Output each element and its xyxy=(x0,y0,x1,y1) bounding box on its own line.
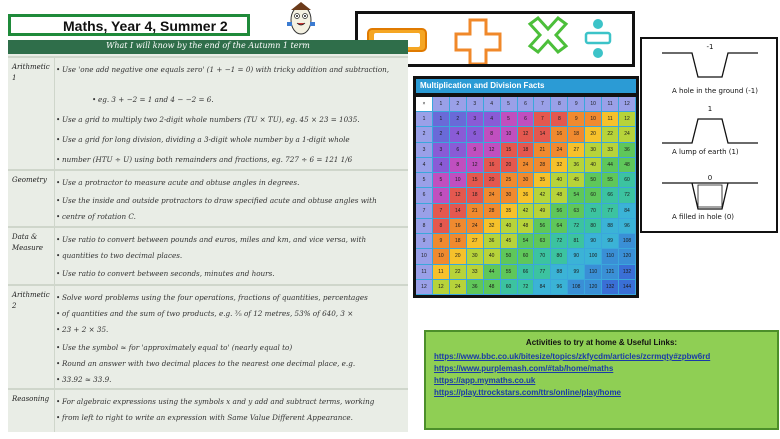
grid-product-cell: 77 xyxy=(534,265,550,279)
bullet-cont: • 23 + 2 × 35. xyxy=(62,324,400,335)
grid-product-cell: 40 xyxy=(585,158,601,172)
bullet: • Use the symbol ≈ for 'approximately equal to' (nearly equal to) xyxy=(62,342,400,353)
grid-product-cell: 120 xyxy=(619,249,635,263)
grid-product-cell: 24 xyxy=(450,280,466,294)
grid-header-cell: 6 xyxy=(518,97,534,111)
bullet-cont: • quantities to two decimal places. xyxy=(62,250,400,261)
grid-header-cell: 7 xyxy=(534,97,550,111)
grid-product-cell: 70 xyxy=(585,204,601,218)
grid-product-cell: 15 xyxy=(501,143,517,157)
grid-product-cell: 6 xyxy=(433,188,449,202)
grid-product-cell: 40 xyxy=(501,219,517,233)
grid-product-cell: 96 xyxy=(551,280,567,294)
grid-product-cell: 72 xyxy=(568,219,584,233)
grid-header-cell: 9 xyxy=(568,97,584,111)
grid-product-cell: 64 xyxy=(551,219,567,233)
grid-product-cell: 8 xyxy=(551,112,567,126)
grid-product-cell: 2 xyxy=(450,112,466,126)
grid-product-cell: 24 xyxy=(619,127,635,141)
grid-product-cell: 7 xyxy=(433,204,449,218)
grid-product-cell: 42 xyxy=(534,188,550,202)
grid-product-cell: 30 xyxy=(467,249,483,263)
grid-product-cell: 12 xyxy=(467,158,483,172)
plus-icon xyxy=(456,20,500,64)
grid-product-cell: 121 xyxy=(602,265,618,279)
grid-product-cell: 32 xyxy=(484,219,500,233)
grid-product-cell: 12 xyxy=(619,112,635,126)
grid-product-cell: 12 xyxy=(433,280,449,294)
bullet-cont: • centre of rotation C. xyxy=(62,211,400,222)
grid-product-cell: 63 xyxy=(534,234,550,248)
grid-product-cell: 22 xyxy=(602,127,618,141)
grid-product-cell: 6 xyxy=(450,143,466,157)
bullet: • Use a grid to multiply two 2-digit whole numbers (TU × TU), eg. 45 × 23 = 1035. xyxy=(62,114,400,125)
links-box xyxy=(424,330,779,430)
bullet-cont: • eg. 3 + −2 = 1 and 4 − −2 = 6. xyxy=(98,94,398,105)
grid-product-cell: 60 xyxy=(619,173,635,187)
bullet: • Use ratio to convert between seconds, minutes and hours. xyxy=(62,268,400,279)
grid-product-cell: 9 xyxy=(467,143,483,157)
grid-product-cell: 48 xyxy=(518,219,534,233)
bullet: • Use a protractor to measure acute and obtuse angles in degrees. xyxy=(62,177,400,188)
grid-product-cell: 18 xyxy=(518,143,534,157)
grid-product-cell: 24 xyxy=(467,219,483,233)
divide-icon xyxy=(586,19,610,58)
grid-header-cell: 2 xyxy=(450,97,466,111)
grid-product-cell: 110 xyxy=(585,265,601,279)
grid-product-cell: 11 xyxy=(602,112,618,126)
grid-product-cell: 40 xyxy=(551,173,567,187)
title-box xyxy=(8,14,250,36)
grid-product-cell: 6 xyxy=(518,112,534,126)
grid-header-cell: 3 xyxy=(416,143,432,157)
row-arithmetic-1 xyxy=(8,56,408,169)
grid-product-cell: 21 xyxy=(534,143,550,157)
grid-product-cell: 5 xyxy=(501,112,517,126)
bullet: • Use the inside and outside protractors to draw specified acute and obtuse angles with xyxy=(62,195,400,206)
grid-product-cell: 16 xyxy=(484,158,500,172)
grid-product-cell: 10 xyxy=(585,112,601,126)
grid-product-cell: 99 xyxy=(602,234,618,248)
grid-header-cell: 7 xyxy=(416,204,432,218)
grid-product-cell: 12 xyxy=(518,127,534,141)
grid-product-cell: 28 xyxy=(484,204,500,218)
grid-header-cell: 4 xyxy=(484,97,500,111)
multiplication-grid xyxy=(413,76,639,298)
grid-product-cell: 10 xyxy=(433,249,449,263)
grid-product-cell: 36 xyxy=(484,234,500,248)
page-title: Maths, Year 4, Summer 2 xyxy=(63,18,228,34)
grid-product-cell: 3 xyxy=(467,112,483,126)
grid-product-cell: 132 xyxy=(619,265,635,279)
grid-header-cell: 6 xyxy=(416,188,432,202)
grid-product-cell: 99 xyxy=(568,265,584,279)
grid-product-cell: 33 xyxy=(467,265,483,279)
row-label: Geometry xyxy=(12,176,47,184)
grid-product-cell: 55 xyxy=(602,173,618,187)
grid-product-cell: 30 xyxy=(518,173,534,187)
grid-title: Multiplication and Division Facts xyxy=(416,79,636,93)
grid-product-cell: 18 xyxy=(568,127,584,141)
grid-product-cell: 33 xyxy=(602,143,618,157)
bullet: • Use 'one add negative one equals zero' (1 + −1 = 0) with tricky addition and subtraction, xyxy=(62,64,400,75)
grid-product-cell: 50 xyxy=(585,173,601,187)
grid-product-cell: 54 xyxy=(518,234,534,248)
grid-product-cell: 48 xyxy=(551,188,567,202)
grid-product-cell: 55 xyxy=(501,265,517,279)
grid-product-cell: 18 xyxy=(467,188,483,202)
grid-header-cell: 9 xyxy=(416,234,432,248)
grid-product-cell: 18 xyxy=(450,234,466,248)
grid-product-cell: 11 xyxy=(433,265,449,279)
grid-product-cell: 49 xyxy=(534,204,550,218)
grid-product-cell: 72 xyxy=(518,280,534,294)
grid-header-cell: 8 xyxy=(551,97,567,111)
grid-product-cell: 80 xyxy=(585,219,601,233)
row-reasoning xyxy=(8,388,408,432)
grid-product-cell: 120 xyxy=(585,280,601,294)
row-geometry xyxy=(8,169,408,226)
mascot-icon xyxy=(282,0,320,36)
multiply-icon xyxy=(530,18,566,52)
grid-product-cell: 56 xyxy=(534,219,550,233)
grid-product-cell: 108 xyxy=(568,280,584,294)
grid-product-cell: 63 xyxy=(568,204,584,218)
grid-product-cell: 3 xyxy=(433,143,449,157)
row-label: Arithmetic 1 xyxy=(12,63,50,82)
grid-header-cell: 1 xyxy=(416,112,432,126)
grid-product-cell: 20 xyxy=(484,173,500,187)
link-bbc[interactable]: https://www.bbc.co.uk/bitesize/topics/zkfycdm/articles/zcrmqty#zpbw6rd xyxy=(434,352,711,361)
grid-product-cell: 88 xyxy=(551,265,567,279)
lump-shape xyxy=(662,105,758,143)
grid-header-cell: 4 xyxy=(416,158,432,172)
bullet: • Use a grid for long division, dividing a 3-digit whole number by a 1-digit whole xyxy=(62,134,400,145)
grid-product-cell: 48 xyxy=(619,158,635,172)
grid-product-cell: 36 xyxy=(619,143,635,157)
grid-product-cell: 36 xyxy=(518,188,534,202)
grid-product-cell: 15 xyxy=(467,173,483,187)
grid-product-cell: 45 xyxy=(501,234,517,248)
grid-product-cell: 60 xyxy=(518,249,534,263)
grid-product-cell: 16 xyxy=(551,127,567,141)
grid-product-cell: 132 xyxy=(602,280,618,294)
grid-product-cell: 54 xyxy=(568,188,584,202)
grid-header-cell: 11 xyxy=(416,265,432,279)
grid-product-cell: 90 xyxy=(585,234,601,248)
grid-product-cell: 2 xyxy=(433,127,449,141)
svg-text:-1: -1 xyxy=(706,43,714,51)
bullet: • number (HTU ÷ U) using both remainders and fractions, eg. 727 ÷ 6 = 121 1/6 xyxy=(62,154,400,165)
grid-product-cell: 84 xyxy=(619,204,635,218)
grid-product-cell: 20 xyxy=(450,249,466,263)
bullet: • For algebraic expressions using the symbols x and y add and subtract terms, working xyxy=(62,396,400,407)
grid-header-cell: 10 xyxy=(416,249,432,263)
grid-product-cell: 70 xyxy=(534,249,550,263)
grid-product-cell: 28 xyxy=(534,158,550,172)
grid-product-cell: 24 xyxy=(551,143,567,157)
grid-product-cell: 30 xyxy=(501,188,517,202)
grid-header-cell: 5 xyxy=(416,173,432,187)
svg-text:1: 1 xyxy=(707,105,713,113)
row-label: Arithmetic 2 xyxy=(12,291,50,310)
grid-product-cell: 77 xyxy=(602,204,618,218)
grid-product-cell: 14 xyxy=(534,127,550,141)
grid-product-cell: 16 xyxy=(450,219,466,233)
grid-product-cell: 66 xyxy=(518,265,534,279)
grid-product-cell: 100 xyxy=(585,249,601,263)
grid-header-cell: 2 xyxy=(416,127,432,141)
grid-product-cell: 5 xyxy=(433,173,449,187)
grid-product-cell: 44 xyxy=(602,158,618,172)
grid-header-cell: 10 xyxy=(585,97,601,111)
bullet: • Use ratio to convert between pounds and euros, miles and km, and vice versa, with xyxy=(62,234,400,245)
row-arithmetic-2 xyxy=(8,284,408,388)
bullet: • Round an answer with two decimal places to the nearest one decimal place, e.g. xyxy=(62,358,400,369)
hole-shape xyxy=(662,43,758,77)
grid-header-cell: 12 xyxy=(416,280,432,294)
panel-header xyxy=(8,40,408,54)
grid-product-cell: 9 xyxy=(433,234,449,248)
grid-product-cell: 27 xyxy=(467,234,483,248)
grid-product-cell: 8 xyxy=(450,158,466,172)
grid-product-cell: 50 xyxy=(501,249,517,263)
row-label: Reasoning xyxy=(12,395,50,403)
grid-product-cell: 24 xyxy=(484,188,500,202)
grid-product-cell: 12 xyxy=(484,143,500,157)
grid-product-cell: 35 xyxy=(534,173,550,187)
grid-product-cell: 4 xyxy=(484,112,500,126)
grid-product-cell: 66 xyxy=(602,188,618,202)
link-ttrockstars[interactable]: https://play.ttrockstars.com/ttrs/online/play/home xyxy=(434,388,621,397)
grid-header-cell: × xyxy=(416,97,432,111)
grid-product-cell: 14 xyxy=(450,204,466,218)
row-data-measure xyxy=(8,226,408,284)
grid-cells xyxy=(416,97,636,295)
lump-caption: A lump of earth (1) xyxy=(672,148,739,156)
grid-product-cell: 4 xyxy=(450,127,466,141)
holes-diagram xyxy=(640,37,778,233)
panel-header-text: What I will know by the end of the Autumn 1 term xyxy=(106,41,310,50)
grid-product-cell: 72 xyxy=(551,234,567,248)
grid-header-cell: 5 xyxy=(501,97,517,111)
grid-product-cell: 40 xyxy=(484,249,500,263)
grid-product-cell: 90 xyxy=(568,249,584,263)
grid-product-cell: 44 xyxy=(484,265,500,279)
grid-header-cell: 1 xyxy=(433,97,449,111)
grid-product-cell: 56 xyxy=(551,204,567,218)
grid-product-cell: 60 xyxy=(501,280,517,294)
bullet: • Solve word problems using the four operations, fractions of quantities, percentages xyxy=(62,292,400,303)
row-label: Data & Measure xyxy=(12,233,44,252)
grid-product-cell: 12 xyxy=(450,188,466,202)
grid-product-cell: 36 xyxy=(467,280,483,294)
grid-product-cell: 110 xyxy=(602,249,618,263)
bullet-cont: • from left to right to write an expression with Same Value Different Appearance. xyxy=(62,412,400,423)
grid-product-cell: 8 xyxy=(433,219,449,233)
grid-product-cell: 81 xyxy=(568,234,584,248)
grid-product-cell: 84 xyxy=(534,280,550,294)
grid-product-cell: 72 xyxy=(619,188,635,202)
link-purplemash[interactable]: https://www.purplemash.com/#tab/home/maths xyxy=(434,364,614,373)
svg-text:0: 0 xyxy=(707,174,713,182)
grid-product-cell: 96 xyxy=(619,219,635,233)
bullet-cont: • 33.92 ≈ 33.9. xyxy=(62,374,400,385)
grid-product-cell: 10 xyxy=(450,173,466,187)
grid-product-cell: 25 xyxy=(501,173,517,187)
grid-product-cell: 9 xyxy=(568,112,584,126)
grid-product-cell: 108 xyxy=(619,234,635,248)
grid-product-cell: 20 xyxy=(501,158,517,172)
grid-product-cell: 144 xyxy=(619,280,635,294)
grid-header-cell: 11 xyxy=(602,97,618,111)
hole-caption: A hole in the ground (-1) xyxy=(672,87,758,95)
grid-product-cell: 48 xyxy=(484,280,500,294)
filled-hole-caption: A filled in hole (0) xyxy=(672,213,735,221)
link-mymaths[interactable]: https://app.mymaths.co.uk xyxy=(434,376,536,385)
bullet-cont: • of quantities and the sum of two products, e.g. ⅗ of 12 metres, 53% of 640, 3 × xyxy=(62,308,400,319)
grid-product-cell: 80 xyxy=(551,249,567,263)
grid-product-cell: 30 xyxy=(585,143,601,157)
grid-product-cell: 10 xyxy=(501,127,517,141)
grid-header-cell: 8 xyxy=(416,219,432,233)
grid-product-cell: 8 xyxy=(484,127,500,141)
grid-product-cell: 24 xyxy=(518,158,534,172)
grid-product-cell: 88 xyxy=(602,219,618,233)
grid-header-cell: 12 xyxy=(619,97,635,111)
grid-product-cell: 4 xyxy=(433,158,449,172)
grid-product-cell: 21 xyxy=(467,204,483,218)
grid-product-cell: 7 xyxy=(534,112,550,126)
grid-product-cell: 42 xyxy=(518,204,534,218)
filled-hole-shape xyxy=(662,174,758,209)
grid-header-cell: 3 xyxy=(467,97,483,111)
grid-product-cell: 20 xyxy=(585,127,601,141)
grid-product-cell: 32 xyxy=(551,158,567,172)
grid-product-cell: 22 xyxy=(450,265,466,279)
grid-product-cell: 27 xyxy=(568,143,584,157)
grid-product-cell: 1 xyxy=(433,112,449,126)
grid-product-cell: 6 xyxy=(467,127,483,141)
knowledge-panel xyxy=(8,40,408,432)
grid-product-cell: 36 xyxy=(568,158,584,172)
grid-product-cell: 60 xyxy=(585,188,601,202)
grid-product-cell: 35 xyxy=(501,204,517,218)
grid-product-cell: 45 xyxy=(568,173,584,187)
links-heading: Activities to try at home & Useful Links: xyxy=(525,338,678,347)
